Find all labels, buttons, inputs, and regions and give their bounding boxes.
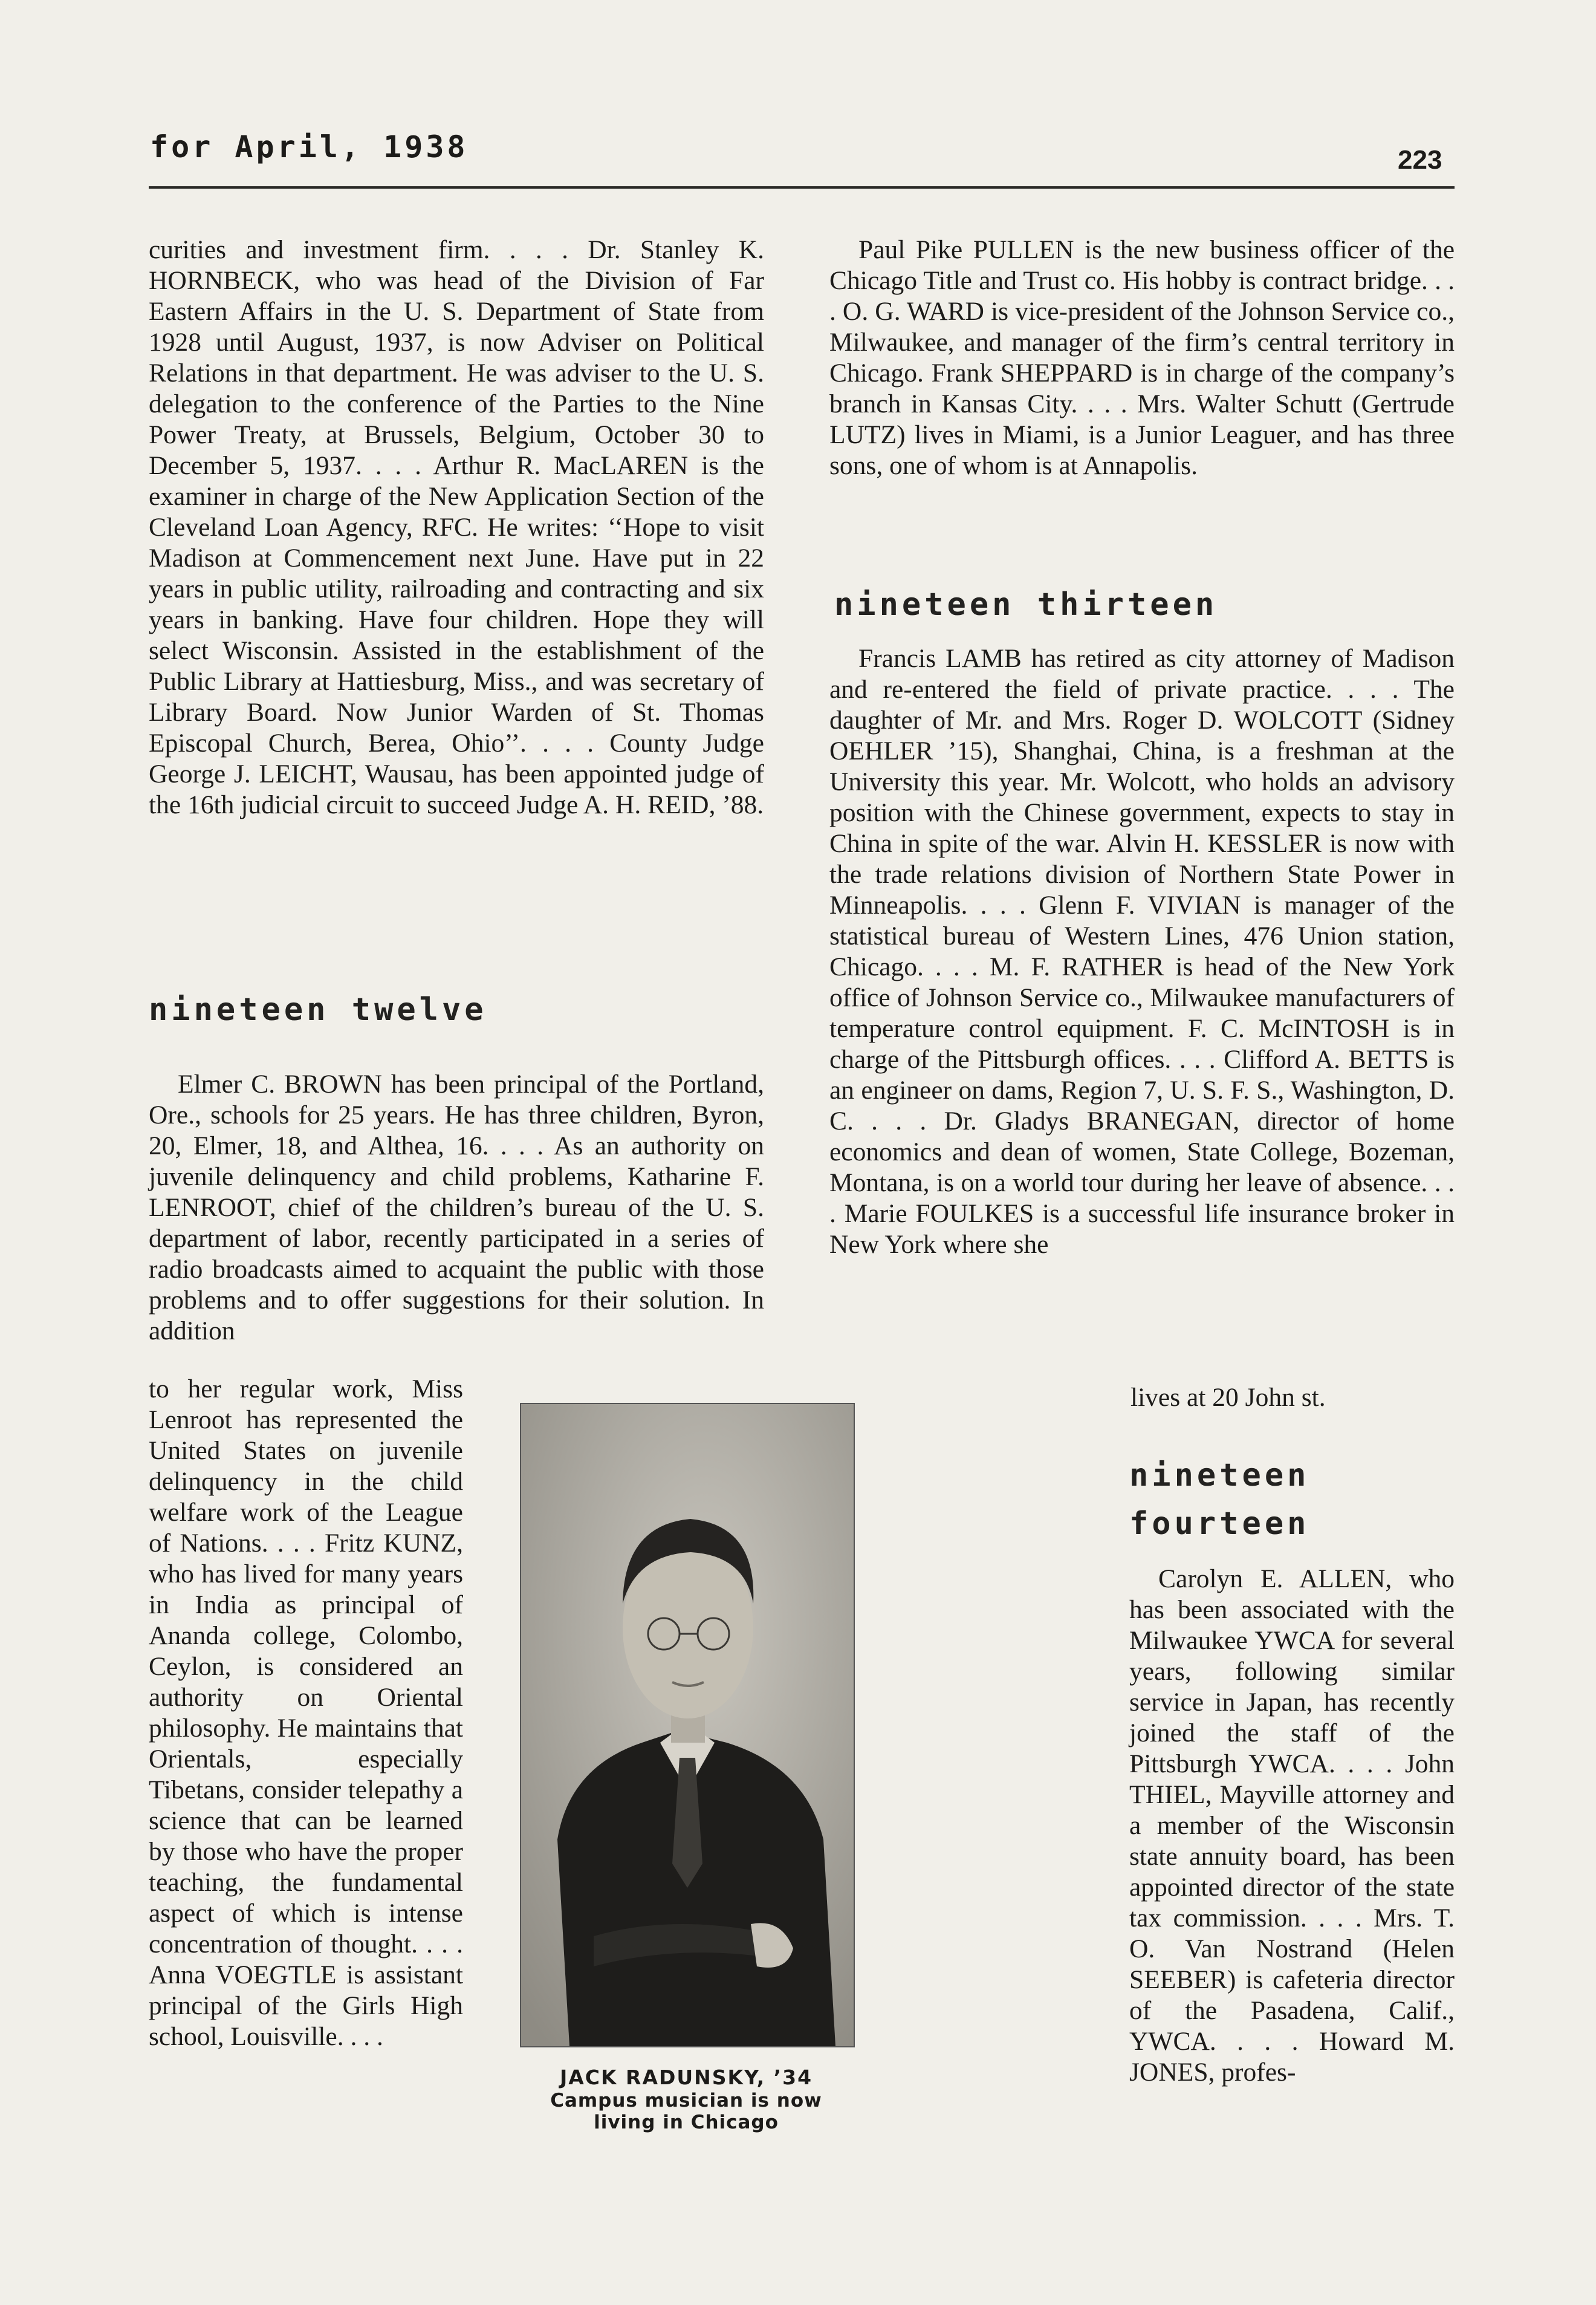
paragraph-1912-wide: Elmer C. BROWN has been principal of the Portland, Ore., schools for 25 years. He has three children, Byron, 20, Elmer, 18, and Althea, 16. . . . As an authority on juvenile delinquency and child problems, Katharine F. LENROOT, chief of the children’s bureau of the U. S. department of labor, recently participated in a series of radio broadcasts aimed to acquaint the public with those problems and to offer suggestions for their solution. In addition <box>149 1070 764 1345</box>
paragraph-1913: Francis LAMB has retired as city attorney of Madison and re-entered the field of private practice. . . . The daughter of Mr. and Mrs. Roger D. WOLCOTT (Sidney OEHLER ’15), Shanghai, China, is a freshman at the University this year. Mr. Wolcott, who holds an advisory position with the Chinese government, expects to stay in China in spite of the war. Alvin H. KESSLER is now with the trade relations division of Northern State Power in Minneapolis. . . . Glenn F. VIVIAN is manager of the statistical bureau of Western Lines, 476 Union station, Chicago. . . . M. F. RATHER is head of the New York office of Johnson Service co., Milwaukee manufacturers of temperature control equipment. F. C. McINTOSH is in charge of the Pittsburgh offices. . . . Clifford A. BETTS is an engineer on dams, Region 7, U. S. F. S., Washington, D. C. . . . Dr. Gladys BRANEGAN, director of home economics and dean of women, State College, Bozeman, Montana, is on a world tour during her leave of absence. . . . Marie FOULKES is a successful life insurance broker in New York where she <box>829 644 1455 1259</box>
left-column-1912-wide <box>149 1069 764 1347</box>
right-column-1913-end <box>1130 1382 1455 1413</box>
issue-date: for April, 1938 <box>150 129 469 164</box>
paragraph-1912-continued: Paul Pike PULLEN is the new business officer of the Chicago Title and Trust co. His hobby is contract bridge. . . . O. G. WARD is vice-president of the Johnson Service co., Milwaukee, and manager of the firm’s central territory in Chicago. Frank SHEPPARD is in charge of the company’s branch in Kansas City. . . . Mrs. Walter Schutt (Gertrude LUTZ) lives in Miami, is a Junior Leaguer, and has three sons, one of whom is at Annapolis. <box>829 235 1455 480</box>
paragraph-1913-end: lives at 20 John st. <box>1130 1383 1326 1412</box>
header-rule <box>149 186 1455 189</box>
portrait-illustration <box>521 1404 854 2046</box>
left-column-1912-narrow <box>149 1374 463 2052</box>
paragraph-1912-narrow: to her regular work, Miss Lenroot has represented the United States on juvenile delinquency in the child welfare work of the League of Nations. . . . Fritz KUNZ, who has lived for many years in India as principal of Ananda college, Colombo, Ceylon, is considered an authority on Oriental philosophy. He maintains that Orientals, especially Tibetans, consider telepathy a science that can be learned by those who have the proper teaching, the fundamental aspect of which is intense concentration of thought. . . . Anna VOEGTLE is assistant principal of the Girls High school, Louisville. . . . <box>149 1374 463 2051</box>
paragraph-1911-continued: curities and investment firm. . . . Dr. Stanley K. HORNBECK, who was head of the Division of Far Eastern Affairs in the U. S. Department of State from 1928 until August, 1937, is now Adviser on Political Relations in that department. He was adviser to the U. S. delegation to the conference of the Parties to the Nine Power Treaty, at Brussels, Belgium, October 30 to December 5, 1937. . . . Arthur R. MacLAREN is the examiner in charge of the New Application Section of the Cleveland Loan Agency, RFC. He writes: ‘‘Hope to visit Madison at Commencement next June. Have put in 22 years in public utility, railroading and contracting and six years in banking. Have four children. Hope they will select Wisconsin. Assisted in the establishment of the Public Library at Hattiesburg, Miss., and was secretary of Library Board. Now Junior Warden of St. Thomas Episcopal Church, Berea, Ohio’’. . . . County Judge George J. LEICHT, Wausau, has been appointed judge of the 16th judicial circuit to succeed Judge A. H. REID, ’88. <box>149 235 764 819</box>
photo-caption-name: JACK RADUNSKY, ’34 <box>559 2066 813 2089</box>
left-column-top <box>149 235 764 821</box>
right-column-top <box>829 235 1455 481</box>
portrait-photo <box>520 1403 855 2047</box>
heading-1914-line1: nineteen <box>1129 1457 1310 1494</box>
photo-caption <box>520 2067 852 2133</box>
page-header <box>0 0 1596 193</box>
photo-caption-text: Campus musician is now living in Chicago <box>550 2090 822 2133</box>
right-column-1914 <box>1129 1564 1455 2088</box>
heading-1913: nineteen thirteen <box>834 587 1218 623</box>
right-column-1913 <box>829 643 1455 1260</box>
heading-1914-line2: fourteen <box>1129 1506 1310 1542</box>
page-number: 223 <box>1398 145 1442 175</box>
heading-1912: nineteen twelve <box>149 992 487 1028</box>
paragraph-1914: Carolyn E. ALLEN, who has been associated with the Milwaukee YWCA for several years, following similar service in Japan, has recently joined the staff of the Pittsburgh YWCA. . . . John THIEL, Mayville attorney and a member of the Wisconsin state annuity board, has been appointed director of the state tax commission. . . . Mrs. T. O. Van Nostrand (Helen SEEBER) is cafeteria director of the Pasadena, Calif., YWCA. . . . Howard M. JONES, profes- <box>1129 1564 1455 2087</box>
